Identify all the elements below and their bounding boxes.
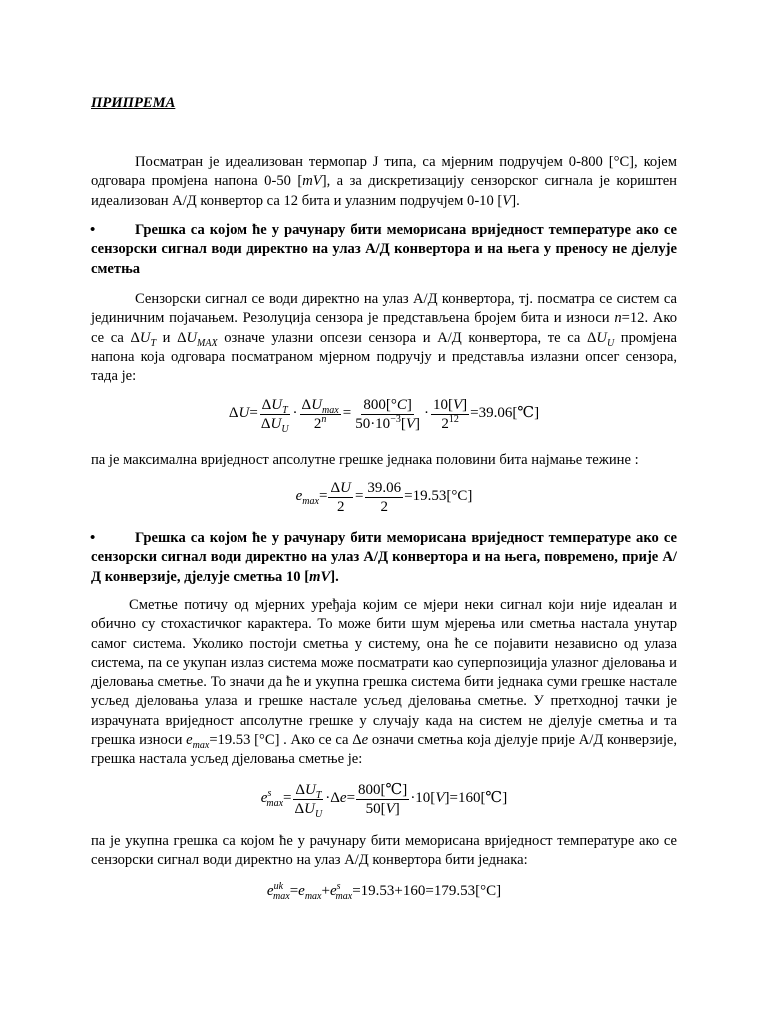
equation-delta-u: ΔU= $\frac{\Delta U_T}{\Delta U_U}$ · $\frac{\Delta U_{max}}{2^n}$ = $\frac{800[^\circ C]}{50\cdot 10^{-3}[V]}$ · $\frac{10[V]}{2^{12}}$ =39.06[℃] — [228, 396, 540, 435]
paragraph-disturbance: Сметње потичу од мјерних уређаја којим се мјери неки сигнал који није идеалан и обично су стохастичког карактера. То може бити шум мјерења или сметња настала унутар самог система. Уколико постоји сметња у систему, она ће се појавити независно од улаза система, па се укупан излаз система може посматрати као суперпозиција улазног дјеловања и дјеловања сметње. То значи да ће и укупна грешка система бити једнака суми грешке настале усљед дјеловања улаза и грешке настале усљед дјеловања сметње. У претходној тачки је израчуната вриједност апсолутне грешке у случају када на систем не дјелује сметња и та грешка износи $e_{max}=19.53$ [°C] . Ако се са Δe означи сметња која дјелује прије А/Д конверзије, грешка настала усљед дјеловања сметње је: — [91, 597, 677, 768]
equation-e-s-max: $e^s_{max}=$ $\frac{\Delta U_T}{\Delta U_U}$ ·Δe= $\frac{800[℃]}{50[V]}$ ·10[V]=160[℃] — [260, 781, 508, 820]
equation-e-max: $e_{max}=$ $\frac{\Delta U}{2}$ = $\frac{39.06}{2}$ =19.53[°C] — [295, 479, 473, 515]
bullet-marker: • — [90, 530, 96, 546]
paragraph-total-error: па је укупна грешка са којом ће у рачунару бити меморисана вриједност температуре ако се сензорски сигнал води директно на улаз А/Д конвертора бити једнака: — [91, 833, 677, 869]
paragraph-resolution: Сензорски сигнал се води директно на улаз А/Д конвертора, тј. посматра се систем са јединичним појачањем. Резолуција сензора је представљена бројем бита и износи n=12. Ако се са $\Delta U_T$ и $\Delta U_{MAX}$ означе улазни опсези сензора и А/Д конвертора, те са $\Delta U_U$ промјена напона која одговара посматраном мјерном подручју и представља излазни опсег сензора, тада је: — [91, 291, 677, 385]
equation-e-uk-max: $e^{uk}_{max}=e_{max}+e^s_{max}$ =19.53+160=179.53[°C] — [266, 881, 502, 903]
equation-result: =19.53+160=179.53[°C] — [352, 883, 502, 900]
paragraph-max-error: па је максимална вриједност апсолутне грешке једнака половини бита најмање тежине : — [91, 452, 639, 468]
bullet-marker: • — [90, 222, 96, 238]
section-heading: ПРИПРЕМА — [91, 95, 176, 111]
bullet-item-1: Грешка са којом ће у рачунару бити меморисана вриједност температуре ако се сензорски сигнал води директно на улаз А/Д конвертора и на њега у преносу не дјелује сметња — [91, 222, 677, 277]
bullet-item-2: Грешка са којом ће у рачунару бити меморисана вриједност температуре ако се сензорски сигнал води директно на улаз А/Д конвертора и на њега, повремено, прије А/Д конверзије, дјелује сметња 10 [mV]. — [91, 530, 677, 585]
intro-paragraph: Посматран је идеализован термопар J типа, са мјерним подручјем 0-800 [°C], којем одговара промјена напона 0-50 [mV], а за дискретизацију сензорског сигнала је кориштен идеализован А/Д конвертор са 12 бита и улазним подручјем 0-10 [V]. — [91, 154, 677, 209]
